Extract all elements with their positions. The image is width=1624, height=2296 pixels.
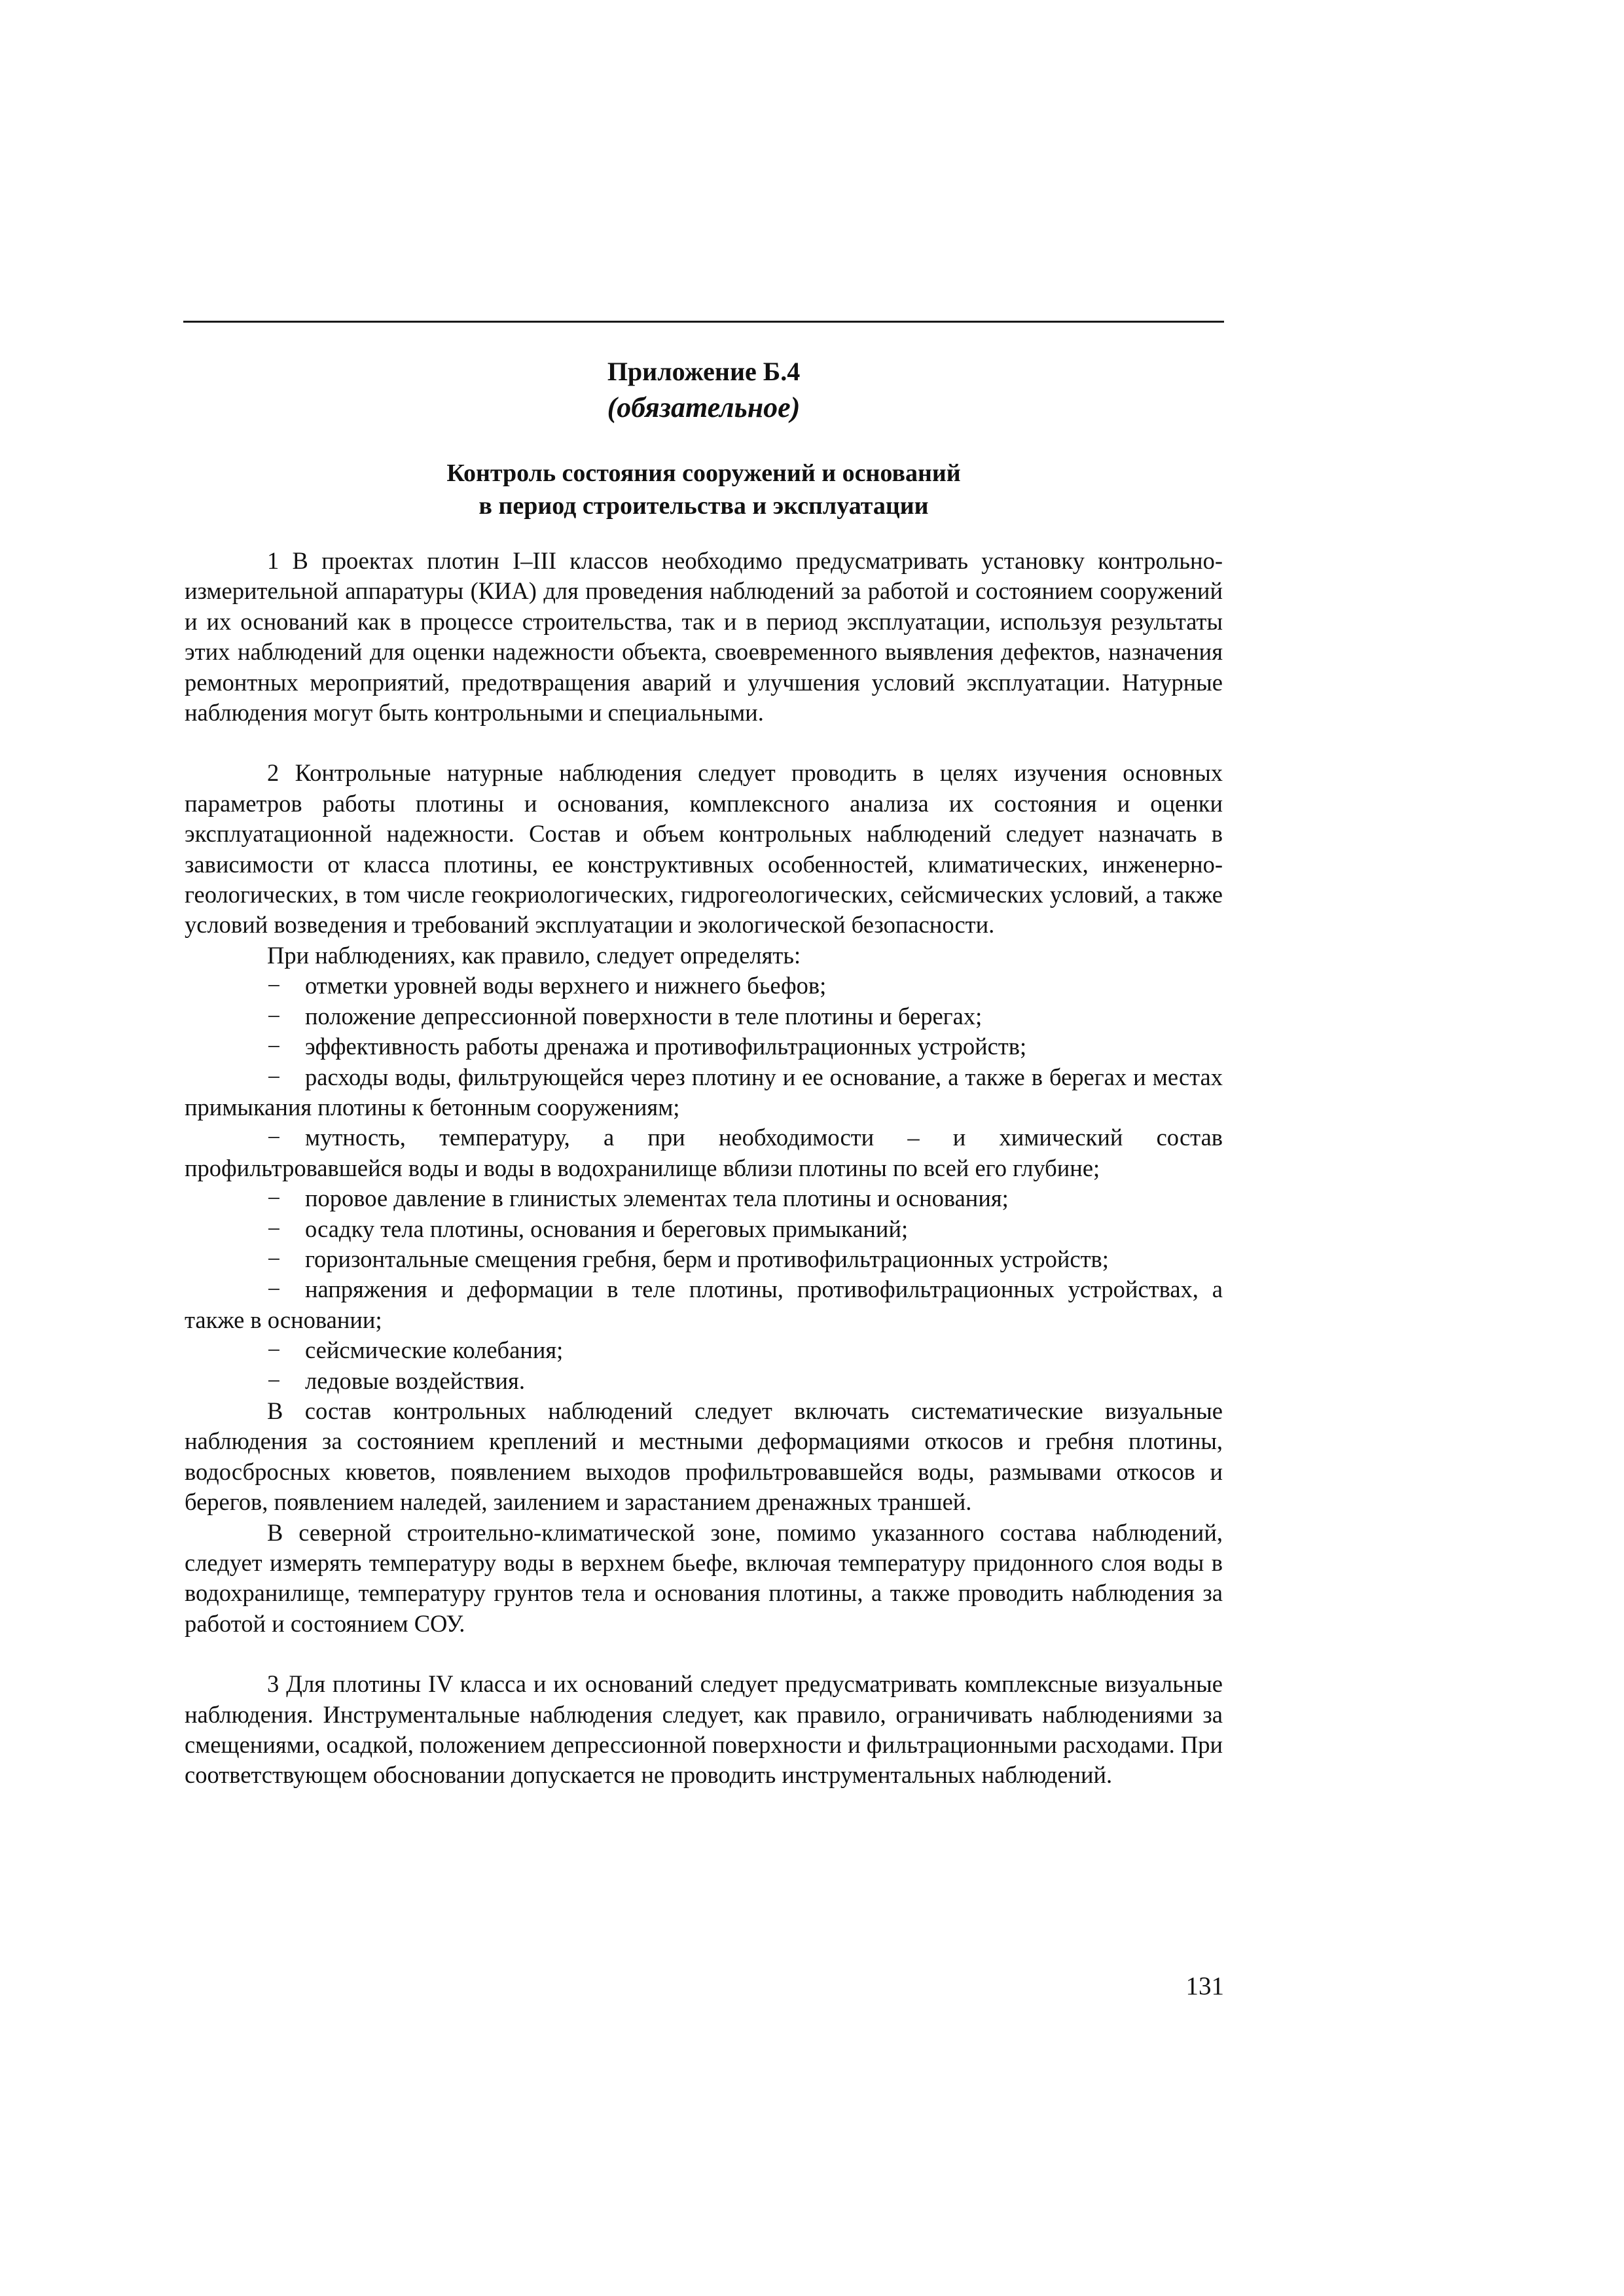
paragraph-2-lead: При наблюдениях, как правило, следует определять: (267, 941, 801, 969)
list-item (185, 1183, 1223, 1213)
section-title (183, 457, 1224, 522)
section-title-line-2: в период строительства и эксплуатации (478, 492, 929, 520)
list-item-text: отметки уровней воды верхнего и нижнего бьефов; (305, 972, 827, 999)
list-item (185, 1122, 1223, 1183)
list-item-text: напряжения и деформации в теле плотины, противофильтрационных устройствах, а также в основании; (185, 1276, 1223, 1333)
list-item-text: мутность, температуру, а при необходимости – и химический состав профильтровавшейся воды и воды в водохранилище вблизи плотины по всей его глубине; (185, 1124, 1223, 1181)
list-dash: − (267, 972, 281, 999)
list-item (185, 1335, 1223, 1365)
observation-list (185, 971, 1223, 1396)
list-dash: − (267, 1033, 281, 1060)
list-item (185, 971, 1223, 1001)
list-dash: − (267, 1215, 281, 1242)
list-item (185, 1031, 1223, 1062)
list-item-text: сейсмические колебания; (305, 1336, 564, 1364)
list-item (185, 1366, 1223, 1396)
page-number: 131 (1185, 1972, 1224, 2000)
list-item-text: поровое давление в глинистых элементах тела плотины и основания; (305, 1185, 1009, 1212)
body-text (185, 546, 1223, 1791)
section-title-line-1: Контроль состояния сооружений и оснований (446, 459, 961, 487)
header-rule (183, 321, 1224, 323)
paragraph-1: 1 В проектах плотин I–III классов необходимо предусматривать установку контрольно-измерительной аппаратуры (КИА) для проведения наблюдений за работой и состоянием сооружений и их оснований как в процессе строительства, так и в период эксплуатации, используя результаты этих наблюдений для оценки надежности объекта, своевременного выявления дефектов, назначения ремонтных мероприятий, предотвращения аварий и улучшения условий эксплуатации. Натурные наблюдения могут быть контрольными и специальными. (185, 547, 1223, 726)
list-dash: − (267, 1063, 281, 1090)
list-item (185, 1274, 1223, 1335)
paragraph-2: 2 Контрольные натурные наблюдения следует проводить в целях изучения основных параметров работы плотины и основания, комплексного анализа их состояния и оценки эксплуатационной надежности. Состав и объем контрольных наблюдений следует назначать в зависимости от класса плотины, ее конструктивных особенностей, климатических, инженерно-геологических, в том числе геокриологических, гидрогеологических, сейсмических условий, а также условий возведения и требований эксплуатации и экологической безопасности. (185, 759, 1223, 939)
list-item-text: расходы воды, фильтрующейся через плотину и ее основание, а также в берегах и местах примыкания плотины к бетонным сооружениям; (185, 1063, 1223, 1121)
list-dash: − (267, 1002, 281, 1030)
list-dash: − (267, 1124, 281, 1151)
list-dash: − (267, 1185, 281, 1212)
list-dash: − (267, 1245, 281, 1272)
appendix-status: (обязательное) (607, 391, 801, 423)
list-item-text: положение депрессионной поверхности в теле плотины и берегах; (305, 1002, 983, 1030)
appendix-title: Приложение Б.4 (607, 357, 801, 386)
list-item-text: эффективность работы дренажа и противофильтрационных устройств; (305, 1033, 1027, 1060)
list-item-text: осадку тела плотины, основания и береговых примыканий; (305, 1215, 909, 1242)
appendix-heading (183, 355, 1224, 427)
paragraph-3: 3 Для плотины IV класса и их оснований следует предусматривать комплексные визуальные наблюдения. Инструментальные наблюдения следует, как правило, ограничивать наблюдениями за смещениями, осадкой, положением депрессионной поверхности и фильтрационными расходами. При соответствующем обосновании допускается не проводить инструментальных наблюдений. (185, 1670, 1223, 1789)
list-dash: − (267, 1276, 281, 1303)
paragraph-2-visual-observations: В состав контрольных наблюдений следует включать систематические визуальные наблюдения за состоянием креплений и местными деформациями откосов и гребня плотины, водосбросных кюветов, появлением выходов профильтровавшейся воды, размывами откосов и берегов, появлением наледей, заилением и зарастанием дренажных траншей. (185, 1397, 1223, 1516)
list-item (185, 1001, 1223, 1031)
list-dash: − (267, 1336, 281, 1364)
list-item (185, 1244, 1223, 1274)
list-item (185, 1214, 1223, 1244)
list-item-text: горизонтальные смещения гребня, берм и противофильтрационных устройств; (305, 1245, 1109, 1272)
list-item (185, 1062, 1223, 1123)
list-item-text: ледовые воздействия. (305, 1367, 525, 1394)
list-dash: − (267, 1367, 281, 1394)
paragraph-2-northern-zone: В северной строительно-климатической зоне, помимо указанного состава наблюдений, следует измерять температуру воды в верхнем бьефе, включая температуру придонного слоя воды в водохранилище, температуру грунтов тела и основания плотины, а также проводить наблюдения за работой и состоянием СОУ. (185, 1518, 1223, 1637)
